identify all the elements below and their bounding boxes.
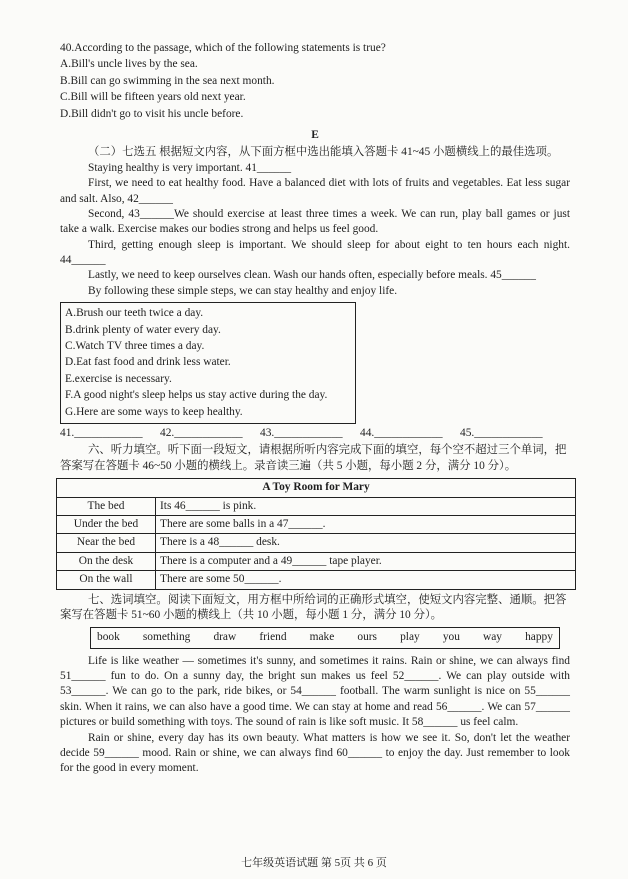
table-row <box>57 515 576 533</box>
option-a: A.Brush our teeth twice a day. <box>65 307 204 320</box>
table-text-cell: Its 46______ is pink. <box>156 497 576 515</box>
answer-blanks-row <box>60 426 570 441</box>
option-e: E.exercise is necessary. <box>65 372 172 385</box>
table-place-cell: Near the bed <box>57 534 156 552</box>
table-place-cell: Under the bed <box>57 515 156 533</box>
section-e-paragraph-1: Staying healthy is very important. 41______ <box>88 161 292 174</box>
option-g: G.Here are some ways to keep healthy. <box>65 405 243 418</box>
word-bank-item: draw <box>213 631 237 644</box>
answer-blank-45: 45.____________ <box>460 426 543 439</box>
question-40-option-d: D.Bill didn't go to visit his uncle before. <box>60 107 244 120</box>
word-bank-item: way <box>483 631 502 644</box>
toy-room-table-title: A Toy Room for Mary <box>57 479 576 497</box>
section-e-paragraph-4: Third, getting enough sleep is important. We should sleep for about eight to ten hours each night. 44______ <box>60 238 570 267</box>
table-row <box>57 552 576 570</box>
options-box <box>60 302 356 424</box>
option-c: C.Watch TV three times a day. <box>65 340 205 353</box>
question-40-option-c: C.Bill will be fifteen years old next year. <box>60 91 246 104</box>
section-7-heading: 七、选词填空。阅读下面短文，用方框中所给词的正确形式填空，使短文内容完整、通顺。把答案写在答题卡 51~60 小题的横线上（共 10 小题，每小题 1 分，满分 10 分）。 <box>60 593 567 621</box>
section-e-paragraph-6: By following these simple steps, we can stay healthy and enjoy life. <box>88 284 398 297</box>
section-7-paragraph-2: Rain or shine, every day has its own beauty. What matters is how we see it. So, don't let the weather decide 59______ mood. Rain or shine, we can always find 60______ to enjoy the day. Just remember to look for the good in every moment. <box>60 731 570 775</box>
section-e-paragraph-5: Lastly, we need to keep ourselves clean. Wash our hands often, especially before meals. 45______ <box>88 269 536 282</box>
section-e-paragraph-2: First, we need to eat healthy food. Have a balanced diet with lots of fruits and vegetables. Eat less sugar and salt. Also, 42______ <box>60 177 570 205</box>
word-bank-item: book <box>97 631 120 644</box>
answer-blank-43: 43.____________ <box>260 426 343 439</box>
word-bank <box>90 627 560 648</box>
section-e-heading: （二）七选五 根据短文内容，从下面方框中选出能填入答题卡 41~45 小题横线上的最佳选项。 <box>88 146 559 159</box>
answer-blank-42: 42.____________ <box>160 426 243 439</box>
question-40-option-a: A.Bill's uncle lives by the sea. <box>60 58 198 71</box>
toy-room-table <box>56 478 576 589</box>
word-bank-item: happy <box>525 631 553 644</box>
word-bank-item: something <box>142 631 191 644</box>
section-e-paragraph-3: Second, 43______We should exercise at least three times a week. We can run, play ball games or just take a walk. Exercise makes our bodies strong and helps us feel good. <box>60 207 570 236</box>
section-6-heading: 六、听力填空。听下面一段短文，请根据所听内容完成下面的填空，每个空不超过三个单词，把答案写在答题卡 46~50 小题的横线上。录音读三遍（共 5 小题，每小题 2 分，满分 10 分）。 <box>60 444 567 472</box>
table-row <box>57 534 576 552</box>
answer-blank-44: 44.____________ <box>360 426 443 439</box>
table-row <box>57 497 576 515</box>
word-bank-item: ours <box>357 631 377 644</box>
table-text-cell: There is a computer and a 49______ tape player. <box>156 552 576 570</box>
option-f: F.A good night's sleep helps us stay active during the day. <box>65 389 328 402</box>
answer-blank-41: 41.____________ <box>60 426 143 439</box>
question-40-stem: 40.According to the passage, which of the following statements is true? <box>60 42 386 54</box>
section-e-letter: E <box>311 128 319 141</box>
table-text-cell: There is a 48______ desk. <box>156 534 576 552</box>
question-40-option-b: B.Bill can go swimming in the sea next month. <box>60 74 275 87</box>
table-place-cell: On the wall <box>57 571 156 589</box>
word-bank-item: you <box>442 631 460 644</box>
question-40 <box>60 41 570 122</box>
word-bank-item: play <box>400 631 420 644</box>
table-place-cell: The bed <box>57 497 156 515</box>
section-7-paragraph-1: Life is like weather — sometimes it's sunny, and sometimes it rains. Rain or shine, we can always find 51______ fun to do. On a sunny day, the bright sun makes us feel 52______. We can play outside with 53______. We can go to the park, ride bikes, or 54______ football. The warm sunlight is nice on 55______ skin. When it rains, we can also have a good time. We can stay at home and read 56______. We can 57______ pictures or build something with toys. The sound of rain is like soft music. It 58______ us feel calm. <box>60 654 570 729</box>
table-place-cell: On the desk <box>57 552 156 570</box>
word-bank-item: make <box>309 631 335 644</box>
table-text-cell: There are some 50______. <box>156 571 576 589</box>
option-b: B.drink plenty of water every day. <box>65 323 221 336</box>
option-d: D.Eat fast food and drink less water. <box>65 356 231 369</box>
word-bank-item: friend <box>259 631 287 644</box>
table-text-cell: There are some balls in a 47______. <box>156 515 576 533</box>
table-row <box>57 571 576 589</box>
page-footer: 七年级英语试题 第 5页 共 6 页 <box>241 857 387 869</box>
